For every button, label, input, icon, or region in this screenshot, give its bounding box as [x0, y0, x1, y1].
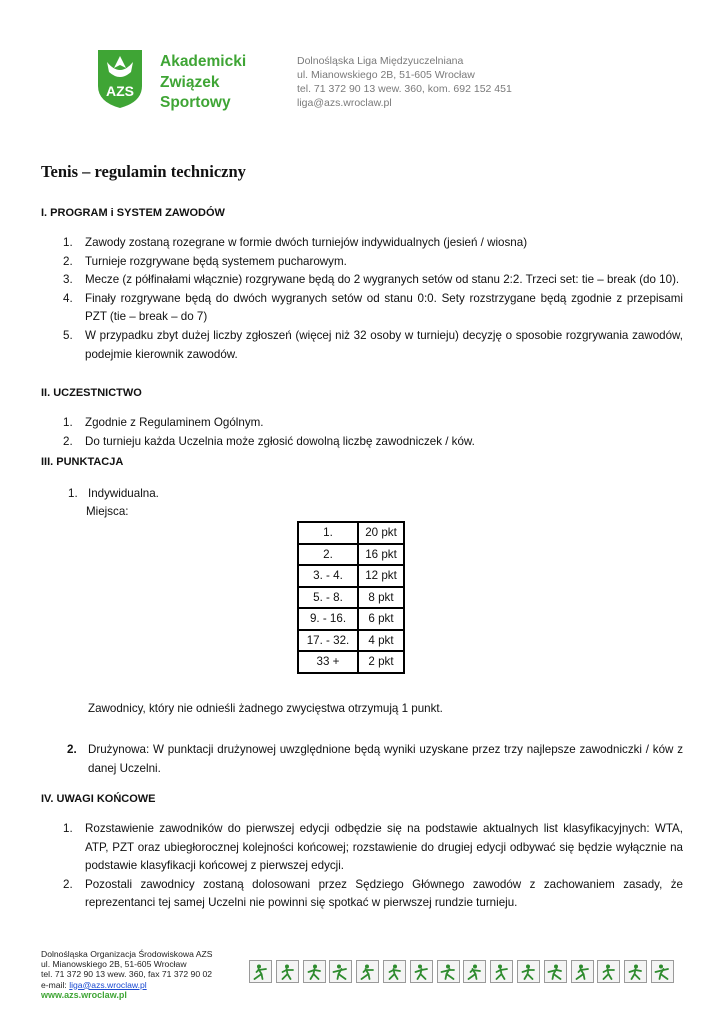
running-icon [303, 960, 326, 983]
skiing-icon [571, 960, 594, 983]
footer-website[interactable]: www.azs.wroclaw.pl [41, 989, 127, 1000]
azs-logo [95, 48, 145, 110]
footer-email-link[interactable]: liga@azs.wroclaw.pl [69, 979, 147, 990]
points-table [297, 521, 405, 674]
list-item: 2. Pozostali zawodnicy zostaną dolosowani przez Sędziego Głównego zawodów z zachowaniem zasady, że reprezentanci tej samej Uczelni nie powinni się spotkać w pierwszej rundzie turnieju. [63, 877, 683, 910]
volleyball-icon [276, 960, 299, 983]
swimming-icon [651, 960, 674, 983]
org-name: Akademicki Związek Sportowy [160, 53, 247, 111]
table-row: 1. 20 pkt [298, 522, 404, 544]
sport-icons-strip [249, 960, 674, 983]
tennis-icon [410, 960, 433, 983]
table-row: 5. - 8. 8 pkt [298, 587, 404, 609]
list-item: 1. Zawody zostaną rozegrane w formie dwóch turniejów indywidualnych (jesień / wiosna) [63, 236, 528, 249]
athletics-icon [249, 960, 272, 983]
climbing-icon [544, 960, 567, 983]
equestrian-icon [490, 960, 513, 983]
league-contact [297, 54, 512, 110]
gymnastics-icon [383, 960, 406, 983]
list-item: 1. Rozstawienie zawodników do pierwszej edycji odbędzie się na podstawie aktualnych list klasyfikacyjnych: WTA, ATP, PZT oraz ubiegłorocznej kolejności końcowej; rozstawienie do drugiej edycji odbywać się będzie wyłącznie na podstawie klasyfikacji końcowej z pierwszej edycji. [63, 822, 683, 873]
section-heading-program: I. PROGRAM i SYSTEM ZAWODÓW [41, 207, 225, 219]
basketball-icon [329, 960, 352, 983]
section-heading-punktacja: III. PUNKTACJA [41, 456, 124, 468]
table-row: 2. 16 pkt [298, 544, 404, 566]
league-name: Dolnośląska Liga Międzyuczelniana [297, 55, 464, 67]
program-list [41, 234, 683, 364]
aerobics-icon [517, 960, 540, 983]
snowboard-icon [597, 960, 620, 983]
footer-org: Dolnośląska Organizacja Środowiskowa AZS [41, 949, 213, 959]
cycling-icon [463, 960, 486, 983]
table-row: 9. - 16. 6 pkt [298, 608, 404, 630]
section-heading-uczestnictwo: II. UCZESTNICTWO [41, 387, 142, 399]
fitness-icon [624, 960, 647, 983]
league-email: liga@azs.wroclaw.pl [297, 97, 392, 109]
list-item: 3. Mecze (z półfinałami włącznie) rozgrywane będą do 2 wygranych setów od stanu 2:2. Trzeci set: tie – break (do 10). [63, 273, 680, 287]
table-row: 17. - 32. 4 pkt [298, 630, 404, 652]
footer-contact [41, 949, 212, 1000]
section-heading-uwagi: IV. UWAGI KOŃCOWE [41, 793, 156, 805]
list-item: 1. Zgodnie z Regulaminem Ogólnym. [63, 416, 264, 429]
page-title: Tenis – regulamin techniczny [41, 162, 246, 181]
no-win-note: Zawodnicy, który nie odnieśli żadnego zwycięstwa otrzymują 1 punkt. [88, 702, 443, 715]
list-item: 2. Turnieje rozgrywane będą systemem pucharowym. [63, 254, 347, 268]
list-item: 4. Finały rozgrywane będą do dwóch wygranych setów od stanu 0:0. Sety rozstrzygane będą zgodnie z przepisami PZT (tie – break – do 7) [63, 291, 683, 324]
sprint-icon [356, 960, 379, 983]
rowing-icon [437, 960, 460, 983]
participation-list [41, 414, 683, 451]
league-phone: tel. 71 372 90 13 wew. 360, kom. 692 152 451 [297, 83, 512, 95]
league-address: ul. Mianowskiego 2B, 51-605 Wrocław [297, 69, 475, 81]
footer-email-line: e-mail: liga@azs.wroclaw.pl [41, 979, 147, 990]
final-remarks-list [41, 820, 683, 913]
list-item: 5. W przypadku zbyt dużej liczby zgłoszeń (więcej niż 32 osoby w turnieju) decyzję o sposobie rozgrywania zawodów, podejmie kierownik zawodów. [63, 328, 683, 361]
table-row: 33 + 2 pkt [298, 651, 404, 673]
footer-address: ul. Mianowskiego 2B, 51-605 Wrocław [41, 959, 187, 970]
footer-phone: tel. 71 372 90 13 wew. 360, fax 71 372 90 02 [41, 969, 213, 980]
table-row: 3. - 4. 12 pkt [298, 565, 404, 587]
list-item: 2. Do turnieju każda Uczelnia może zgłosić dowolną liczbę zawodniczek / ków. [63, 434, 475, 448]
logo-letters: AZS [106, 83, 134, 99]
